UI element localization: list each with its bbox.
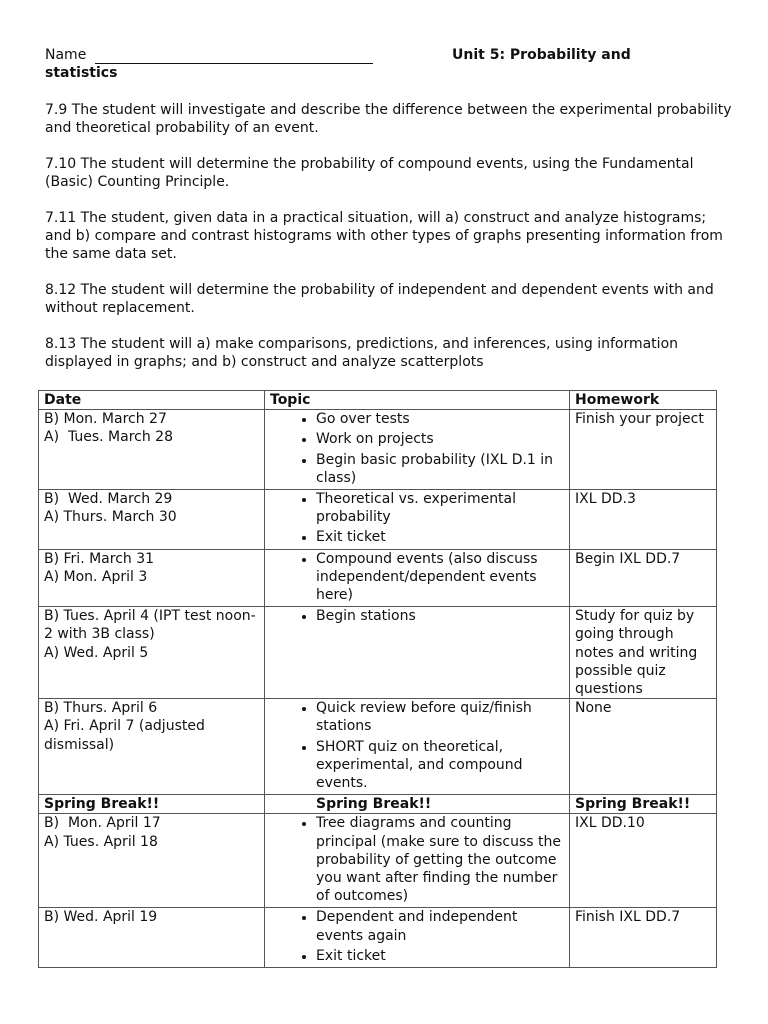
table-row-break <box>39 795 717 814</box>
table-row <box>39 549 717 607</box>
date-cell <box>39 908 265 968</box>
homework-cell: Begin IXL DD.7 <box>570 549 717 607</box>
topic-cell <box>265 607 570 699</box>
homework-cell: IXL DD.3 <box>570 490 717 550</box>
standards-list <box>45 101 735 389</box>
name-blank-line <box>95 63 373 64</box>
homework-cell: None <box>570 699 717 795</box>
standard-item: 7.11 The student, given data in a practical situation, will a) construct and analyze histograms; and b) compare and contrast histograms with other types of graphs presenting information from the same data set. <box>45 210 723 262</box>
date-line: A) Tues. March 28 <box>44 429 173 446</box>
name-label: Name <box>45 47 87 63</box>
topic-item: • Theoretical vs. experimental probability <box>316 490 563 526</box>
unit-title-continued: statistics <box>45 65 118 81</box>
date-line: B) Tues. April 4 (IPT test noon-2 with 3B class) <box>44 608 256 643</box>
topic-cell <box>265 908 570 968</box>
topic-item: • Dependent and independent events again <box>316 908 563 944</box>
topic-item: • Quick review before quiz/finish stations <box>316 699 563 735</box>
topic-cell <box>265 699 570 795</box>
topic-item: • Tree diagrams and counting principal (make sure to discuss the probability of getting the outcome you want after finding the number of outcomes) <box>316 814 563 905</box>
date-cell <box>39 795 265 814</box>
topic-cell <box>265 410 570 490</box>
document-header <box>45 47 735 82</box>
unit-title: Unit 5: Probability and <box>452 47 631 63</box>
date-cell <box>39 410 265 490</box>
homework-cell: Study for quiz by going through notes and writing possible quiz questions <box>570 607 717 699</box>
table-row <box>39 908 717 968</box>
topic-cell <box>265 549 570 607</box>
table-row <box>39 410 717 490</box>
schedule-body <box>39 410 717 968</box>
date-line: Spring Break!! <box>44 796 160 813</box>
schedule-table <box>38 390 717 968</box>
date-line: A) Fri. April 7 (adjusted dismissal) <box>44 718 210 753</box>
date-line: A) Mon. April 3 <box>44 568 148 585</box>
table-row <box>39 814 717 908</box>
topic-item: • Begin stations <box>316 607 563 625</box>
standard-item: 8.12 The student will determine the probability of independent and dependent events with and without replacement. <box>45 282 714 316</box>
date-line: B) Wed. March 29 <box>44 491 173 508</box>
topic-cell <box>265 490 570 550</box>
standard-item: 7.9 The student will investigate and describe the difference between the experimental probability and theoretical probability of an event. <box>45 102 732 136</box>
column-header-homework: Homework <box>570 391 717 410</box>
date-line: A) Tues. April 18 <box>44 833 158 850</box>
topic-cell: Spring Break!! <box>265 795 570 814</box>
topic-item: • Begin basic probability (IXL D.1 in class) <box>316 451 563 487</box>
date-cell <box>39 607 265 699</box>
table-row <box>39 607 717 699</box>
topic-item: • Exit ticket <box>316 528 563 546</box>
topic-item: • Compound events (also discuss independent/dependent events here) <box>316 550 563 605</box>
homework-cell: Finish IXL DD.7 <box>570 908 717 968</box>
topic-list <box>270 814 563 905</box>
date-cell <box>39 549 265 607</box>
date-cell <box>39 490 265 550</box>
topic-cell <box>265 814 570 908</box>
column-header-date: Date <box>39 391 265 410</box>
date-line: A) Wed. April 5 <box>44 644 149 661</box>
standard-item: 8.13 The student will a) make comparisons, predictions, and inferences, using information displayed in graphs; and b) construct and analyze scatterplots <box>45 336 679 370</box>
table-header-row <box>39 391 717 410</box>
homework-cell: IXL DD.10 <box>570 814 717 908</box>
topic-list <box>270 550 563 605</box>
date-line: A) Thurs. March 30 <box>44 509 177 526</box>
topic-list <box>270 490 563 547</box>
date-line: B) Mon. April 17 <box>44 815 161 832</box>
homework-cell: Finish your project <box>570 410 717 490</box>
date-line: B) Wed. April 19 <box>44 909 158 926</box>
topic-item: • Go over tests <box>316 410 563 428</box>
topic-list <box>270 908 563 965</box>
topic-list <box>270 410 563 487</box>
column-header-topic: Topic <box>265 391 570 410</box>
date-line: B) Mon. March 27 <box>44 411 167 428</box>
standard-item: 7.10 The student will determine the probability of compound events, using the Fundamental (Basic) Counting Principle. <box>45 156 694 190</box>
table-row <box>39 490 717 550</box>
topic-item: • Work on projects <box>316 430 563 448</box>
topic-item: • SHORT quiz on theoretical, experimental, and compound events. <box>316 738 563 793</box>
topic-list <box>270 699 563 792</box>
homework-cell: Spring Break!! <box>570 795 717 814</box>
name-row <box>45 47 735 65</box>
date-line: B) Fri. March 31 <box>44 550 155 567</box>
topic-item: • Exit ticket <box>316 947 563 965</box>
topic-list <box>270 607 563 625</box>
date-line: B) Thurs. April 6 <box>44 700 158 717</box>
date-cell <box>39 699 265 795</box>
table-row <box>39 699 717 795</box>
date-cell <box>39 814 265 908</box>
